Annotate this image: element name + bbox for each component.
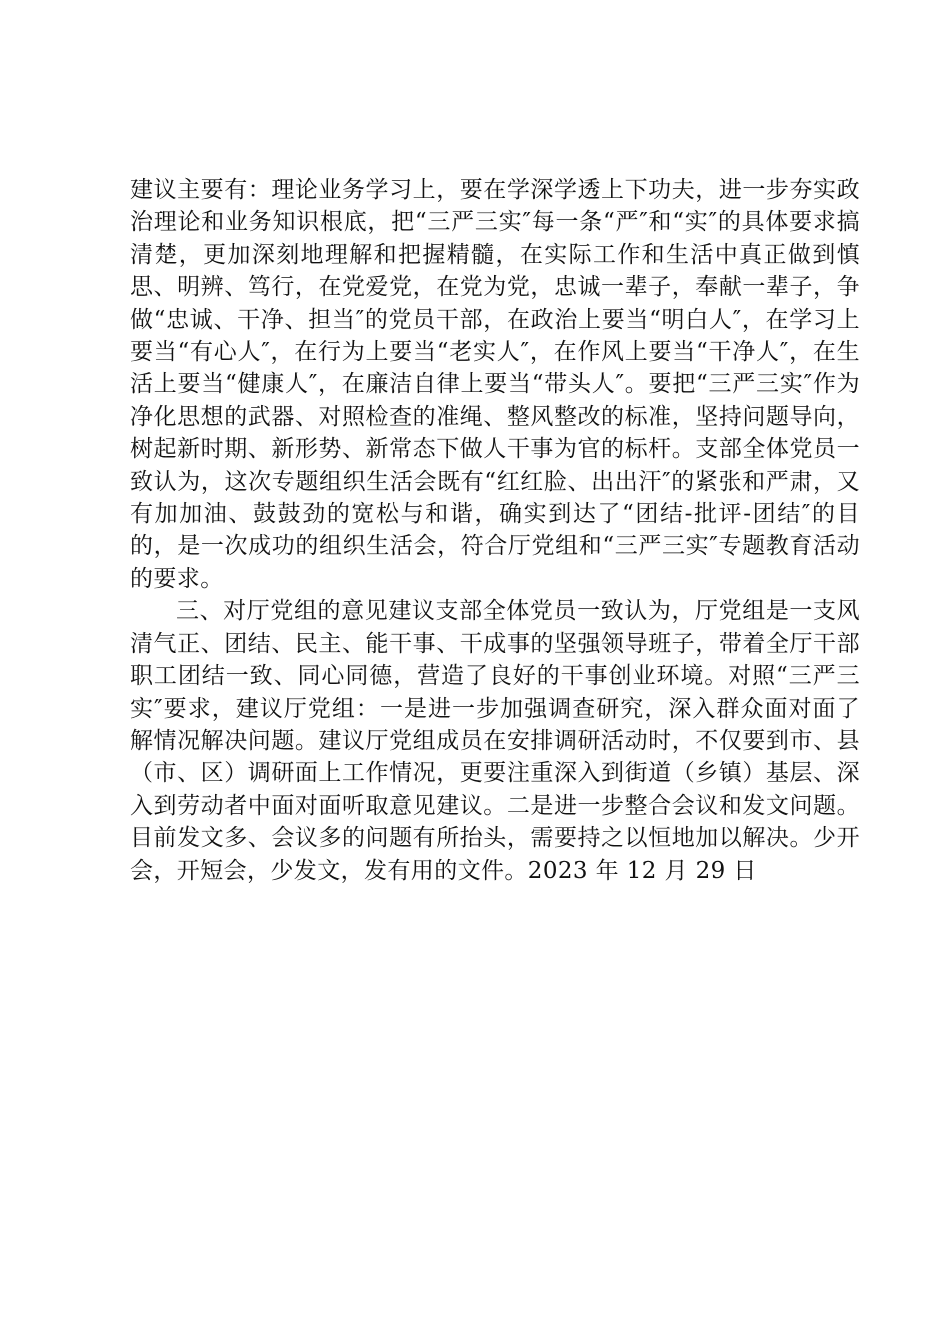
paragraph-party-group-opinions: 三、对厅党组的意见建议支部全体党员一致认为，厅党组是一支风清气正、团结、民主、能干事、干成事的坚强领导班子，带着全厅干部职工团结一致、同心同德，营造了良好的干事创业环境。对照“三严三实″要求，建议厅党组：一是进一步加强调查研究，深入群众面对面了解情况解决问题。建议厅党组成员在安排调研活动时，不仅要到市、县（市、区）调研面上工作情况，更要注重深入到街道（乡镇）基层、深入到劳动者中面对面听取意见建议。二是进一步整合会议和发文问题。目前发文多、会议多的问题有所抬头，需要持之以恒地加以解决。少开会，开短会，少发文，发有用的文件。2023 年 12 月 29 日 [130,598,860,884]
document-body [130,174,860,887]
paragraph-suggestions: 建议主要有：理论业务学习上，要在学深学透上下功夫，进一步夯实政治理论和业务知识根底，把“三严三实″每一条“严″和“实″的具体要求搞清楚，更加深刻地理解和把握精髓，在实际工作和生活中真正做到慎思、明辨、笃行，在党爱党，在党为党，忠诚一辈子，奉献一辈子，争做“忠诚、干净、担当″的党员干部，在政治上要当“明白人″，在学习上要当“有心人″，在行为上要当“老实人″，在作风上要当“干净人″，在生活上要当“健康人″，在廉洁自律上要当“带头人″。要把“三严三实″作为净化思想的武器、对照检查的准绳、整风整改的标准，坚持问题导向，树起新时期、新形势、新常态下做人干事为官的标杆。支部全体党员一致认为，这次专题组织生活会既有“红红脸、出出汗″的紧张和严肃，又有加加油、鼓鼓劲的宽松与和谐，确实到达了“团结-批评-团结″的目的，是一次成功的组织生活会，符合厅党组和“三严三实″专题教育活动的要求。 [130,177,860,592]
